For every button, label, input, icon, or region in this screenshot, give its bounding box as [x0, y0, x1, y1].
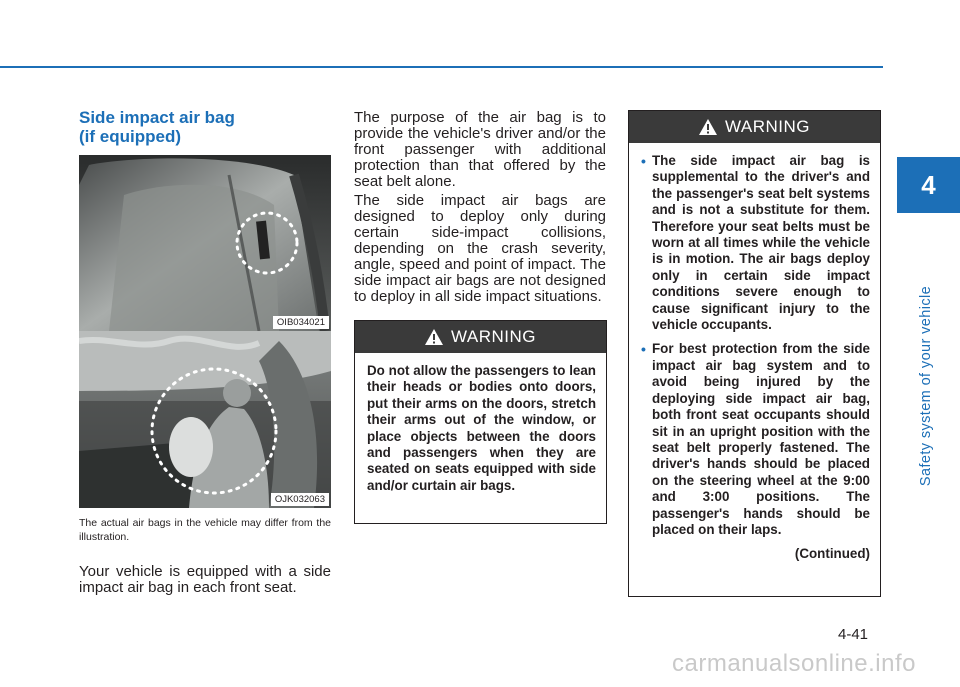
warning-triangle-icon: [425, 329, 443, 345]
seat-illustration-image: [79, 155, 331, 331]
bullet-dot-icon: •: [641, 153, 646, 169]
warning-bullet-text: The side impact air bag is supplemental to the driver's and the passenger's seat belt systems and is not a substitute for them. Therefore your seat belts must be worn at all times while the vehicle is in motion. The air bags deploy only in certain side impact conditions severe enough to cause significant injury to the vehicle occupants.: [652, 153, 870, 333]
seat-airbag-illustration: [79, 155, 331, 331]
middle-paragraph-2: The side impact air bags are designed to deploy only during certain side-impact collisions, depending on the crash severity, angle, speed and point of impact. The side impact air bags are not designed to deploy in all side impact situations.: [354, 192, 606, 305]
figure-code-top: OIB034021: [273, 316, 329, 329]
warning-triangle-icon: [699, 119, 717, 135]
bullet-dot-icon: •: [641, 341, 646, 358]
figure-code-bottom: OJK032063: [271, 493, 329, 506]
warning-box-side-airbag: [628, 110, 881, 597]
section-heading-line2: (if equipped): [79, 127, 181, 146]
chapter-title: Safety system of your vehicle: [918, 285, 934, 487]
deployed-airbag-illustration: [79, 331, 331, 508]
section-heading: [79, 108, 339, 146]
warning-bullet-item: [641, 341, 870, 538]
warning-title: WARNING: [450, 327, 537, 346]
left-paragraph: Your vehicle is equipped with a side impact air bag in each front seat.: [79, 563, 331, 596]
header-rule: [0, 66, 883, 68]
warning-header: [355, 321, 606, 353]
figure-caption: The actual air bags in the vehicle may differ from the illustration.: [79, 517, 331, 543]
page-number: 4-41: [838, 626, 869, 643]
occupant-illustration-image: [79, 331, 331, 508]
chapter-number-tab[interactable]: 4: [897, 157, 960, 213]
section-heading-line1: Side impact air bag: [79, 108, 235, 127]
warning-text: Do not allow the passengers to lean their heads or bodies onto doors, put their arms on the doors, stretch their arms out of the window, or place objects between the doors and passengers when they are seated on seats equipped with side and/or curtain air bags.: [367, 363, 596, 493]
middle-paragraph-1: The purpose of the air bag is to provide the vehicle's driver and/or the front passenger with additional protection than that offered by the seat belt alone.: [354, 109, 606, 190]
warning-title: WARNING: [724, 117, 811, 136]
continued-label: (Continued): [794, 546, 870, 562]
watermark: carmanualsonline.info: [672, 650, 916, 677]
warning-bullet-list: [629, 143, 880, 563]
warning-bullet-text: For best protection from the side impact air bag system and to avoid being injured by the deploying side impact air bag, both front seat occupants should sit in an upright position with the seat belt properly fastened. The driver's hands should be placed on the steering wheel at the 9:00 and 3:00 positions. The passenger's hands should be placed on their laps.: [652, 341, 870, 537]
warning-box-passengers: [354, 320, 607, 524]
warning-bullet-item: [641, 153, 870, 333]
warning-header: [629, 111, 880, 143]
